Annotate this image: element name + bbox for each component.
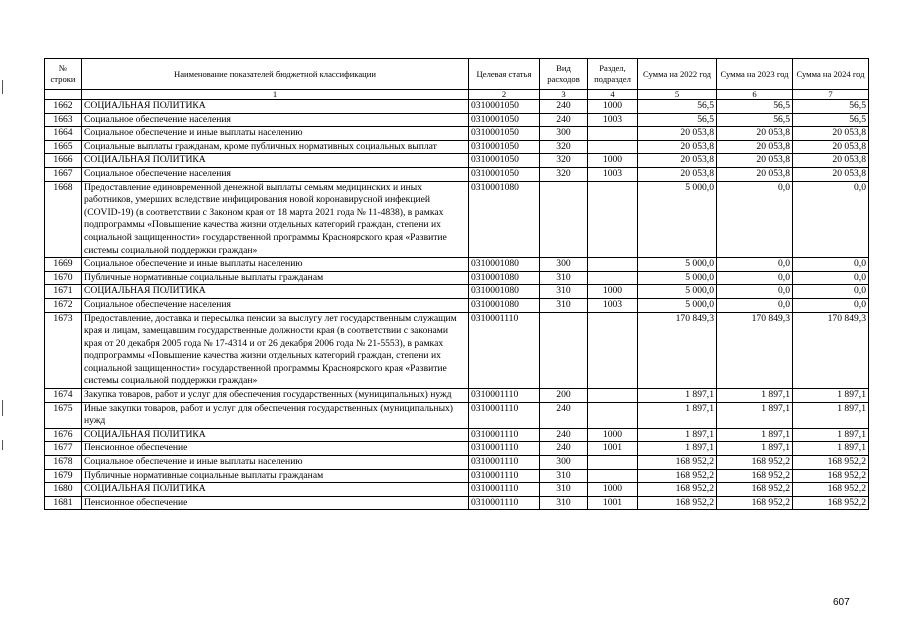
expense-kind-cell [540, 312, 588, 389]
target-article-cell: 0310001050 [469, 127, 540, 141]
sum-2024-cell: 168 952,2 [793, 483, 869, 497]
header-row-number: № строки [45, 59, 82, 90]
table-row [45, 271, 869, 285]
indicator-name-cell: Социальное обеспечение и иные выплаты населению [82, 258, 469, 272]
row-number-cell: 1677 [45, 442, 82, 456]
section-cell: 1003 [588, 167, 638, 181]
section-cell [588, 312, 638, 389]
target-article-cell: 0310001050 [469, 167, 540, 181]
sum-2023-cell: 56,5 [717, 100, 793, 114]
scan-margin-mark [2, 400, 3, 416]
expense-kind-cell: 310 [540, 271, 588, 285]
sum-2024-cell: 56,5 [793, 113, 869, 127]
sum-2024-cell: 168 952,2 [793, 456, 869, 470]
sum-2022-cell: 20 053,8 [638, 127, 717, 141]
sum-2024-cell: 170 849,3 [793, 312, 869, 389]
section-cell [588, 258, 638, 272]
column-number: 4 [588, 90, 638, 100]
section-cell: 1000 [588, 100, 638, 114]
row-number-cell: 1667 [45, 167, 82, 181]
sum-2024-cell: 1 897,1 [793, 402, 869, 428]
sum-2023-cell: 0,0 [717, 271, 793, 285]
sum-2024-cell: 20 053,8 [793, 140, 869, 154]
row-number-cell: 1674 [45, 389, 82, 403]
sum-2022-cell: 168 952,2 [638, 496, 717, 510]
column-number: 1 [82, 90, 469, 100]
target-article-cell: 0310001050 [469, 100, 540, 114]
column-number: 5 [638, 90, 717, 100]
sum-2022-cell: 20 053,8 [638, 154, 717, 168]
row-number-cell: 1662 [45, 100, 82, 114]
sum-2022-cell: 170 849,3 [638, 312, 717, 389]
indicator-name-cell: Иные закупки товаров, работ и услуг для обеспечения государственных (муниципальных) нужд [82, 402, 469, 428]
section-cell [588, 181, 638, 258]
section-cell: 1000 [588, 483, 638, 497]
header-target-article: Целевая статья [469, 59, 540, 90]
sum-2024-cell: 0,0 [793, 258, 869, 272]
row-number-cell: 1680 [45, 483, 82, 497]
table-body [45, 100, 869, 510]
table-row [45, 113, 869, 127]
table-row [45, 312, 869, 389]
section-cell [588, 271, 638, 285]
indicator-name-cell: Социальное обеспечение населения [82, 298, 469, 312]
sum-2024-cell: 168 952,2 [793, 469, 869, 483]
indicator-name-cell: Пенсионное обеспечение [82, 442, 469, 456]
row-number-cell: 1675 [45, 402, 82, 428]
target-article-cell: 0310001110 [469, 496, 540, 510]
sum-2024-cell: 0,0 [793, 285, 869, 299]
sum-2022-cell: 20 053,8 [638, 167, 717, 181]
sum-2024-cell: 0,0 [793, 298, 869, 312]
indicator-name-cell: СОЦИАЛЬНАЯ ПОЛИТИКА [82, 483, 469, 497]
indicator-name-cell: СОЦИАЛЬНАЯ ПОЛИТИКА [82, 100, 469, 114]
sum-2024-cell: 20 053,8 [793, 154, 869, 168]
indicator-name-cell: Предоставление, доставка и пересылка пенсии за выслугу лет государственным служащим края и лицам, замещавшим государственные должности края (в соответствии с законами края от 20 декабря 2005 года № 17-4314 и от 26 декабря 2006 года № 21-5553), в рамках подпрограммы «Повышение качества жизни отдельных категорий граждан, степени их социальной защищенности» государственной программы Красноярского края «Развитие системы социальной поддержки граждан» [82, 312, 469, 389]
sum-2023-cell: 1 897,1 [717, 389, 793, 403]
sum-2024-cell: 0,0 [793, 271, 869, 285]
column-number: 2 [469, 90, 540, 100]
indicator-name-cell: Предоставление единовременной денежной выплаты семьям медицинских и иных работников, умерших вследствие инфицирования новой коронавирусной инфекцией (COVID-19) (в соответствии с Законом края от 18 марта 2021 года № 11-4838), в рамках подпрограммы «Повышение качества жизни отдельных категорий граждан, степени их социальной защищенности» государственной программы Красноярского края «Развитие системы социальной поддержки граждан» [82, 181, 469, 258]
sum-2023-cell: 0,0 [717, 285, 793, 299]
target-article-cell: 0310001080 [469, 298, 540, 312]
header-name: Наименование показателей бюджетной классификации [82, 59, 469, 90]
budget-table [44, 58, 869, 510]
sum-2024-cell: 1 897,1 [793, 389, 869, 403]
table-row [45, 442, 869, 456]
column-number: 7 [793, 90, 869, 100]
sum-2023-cell: 170 849,3 [717, 312, 793, 389]
sum-2022-cell: 5 000,0 [638, 298, 717, 312]
expense-kind-cell: 310 [540, 496, 588, 510]
target-article-cell: 0310001080 [469, 258, 540, 272]
sum-2024-cell: 1 897,1 [793, 428, 869, 442]
table-row [45, 469, 869, 483]
target-article-cell: 0310001110 [469, 442, 540, 456]
sum-2022-cell: 168 952,2 [638, 483, 717, 497]
sum-2024-cell: 56,5 [793, 100, 869, 114]
section-cell [588, 127, 638, 141]
expense-kind-cell: 310 [540, 483, 588, 497]
sum-2023-cell: 0,0 [717, 181, 793, 258]
indicator-name-cell: Социальные выплаты гражданам, кроме публичных нормативных социальных выплат [82, 140, 469, 154]
table-row [45, 154, 869, 168]
expense-kind-cell: 310 [540, 298, 588, 312]
indicator-name-cell: СОЦИАЛЬНАЯ ПОЛИТИКА [82, 428, 469, 442]
target-article-cell: 0310001110 [469, 389, 540, 403]
table-header-row [45, 59, 869, 90]
row-number-cell: 1664 [45, 127, 82, 141]
indicator-name-cell: Публичные нормативные социальные выплаты гражданам [82, 271, 469, 285]
section-cell: 1000 [588, 428, 638, 442]
row-number-cell: 1681 [45, 496, 82, 510]
indicator-name-cell: Закупка товаров, работ и услуг для обеспечения государственных (муниципальных) нужд [82, 389, 469, 403]
header-expense-kind: Вид расходов [540, 59, 588, 90]
expense-kind-cell: 300 [540, 258, 588, 272]
header-sum-2022: Сумма на 2022 год [638, 59, 717, 90]
table-row [45, 181, 869, 258]
sum-2023-cell: 20 053,8 [717, 127, 793, 141]
expense-kind-cell: 200 [540, 389, 588, 403]
section-cell: 1001 [588, 496, 638, 510]
column-number: 6 [717, 90, 793, 100]
indicator-name-cell: Пенсионное обеспечение [82, 496, 469, 510]
table-row [45, 140, 869, 154]
column-number [45, 90, 82, 100]
expense-kind-cell [540, 181, 588, 258]
target-article-cell: 0310001110 [469, 402, 540, 428]
sum-2023-cell: 1 897,1 [717, 428, 793, 442]
column-number-row [45, 90, 869, 100]
target-article-cell: 0310001050 [469, 154, 540, 168]
sum-2022-cell: 56,5 [638, 100, 717, 114]
sum-2024-cell: 1 897,1 [793, 442, 869, 456]
sum-2023-cell: 20 053,8 [717, 167, 793, 181]
sum-2023-cell: 0,0 [717, 298, 793, 312]
target-article-cell: 0310001050 [469, 140, 540, 154]
expense-kind-cell: 300 [540, 127, 588, 141]
page-number: 607 [833, 597, 850, 608]
table-row [45, 402, 869, 428]
sum-2023-cell: 168 952,2 [717, 469, 793, 483]
row-number-cell: 1668 [45, 181, 82, 258]
target-article-cell: 0310001050 [469, 113, 540, 127]
sum-2022-cell: 5 000,0 [638, 258, 717, 272]
expense-kind-cell: 310 [540, 285, 588, 299]
sum-2023-cell: 168 952,2 [717, 483, 793, 497]
sum-2022-cell: 5 000,0 [638, 181, 717, 258]
table-row [45, 258, 869, 272]
section-cell [588, 402, 638, 428]
target-article-cell: 0310001110 [469, 312, 540, 389]
sum-2023-cell: 1 897,1 [717, 402, 793, 428]
expense-kind-cell: 240 [540, 442, 588, 456]
expense-kind-cell: 300 [540, 456, 588, 470]
row-number-cell: 1669 [45, 258, 82, 272]
expense-kind-cell: 320 [540, 167, 588, 181]
sum-2022-cell: 1 897,1 [638, 428, 717, 442]
sum-2023-cell: 0,0 [717, 258, 793, 272]
sum-2024-cell: 20 053,8 [793, 167, 869, 181]
table-row [45, 456, 869, 470]
row-number-cell: 1671 [45, 285, 82, 299]
row-number-cell: 1663 [45, 113, 82, 127]
sum-2022-cell: 5 000,0 [638, 285, 717, 299]
sum-2024-cell: 20 053,8 [793, 127, 869, 141]
scan-margin-mark [2, 80, 3, 94]
section-cell [588, 456, 638, 470]
column-number: 3 [540, 90, 588, 100]
table-row [45, 428, 869, 442]
row-number-cell: 1670 [45, 271, 82, 285]
header-section: Раздел, подраздел [588, 59, 638, 90]
section-cell: 1000 [588, 154, 638, 168]
sum-2023-cell: 20 053,8 [717, 154, 793, 168]
sum-2022-cell: 168 952,2 [638, 469, 717, 483]
row-number-cell: 1666 [45, 154, 82, 168]
section-cell [588, 140, 638, 154]
sum-2024-cell: 0,0 [793, 181, 869, 258]
sum-2023-cell: 168 952,2 [717, 496, 793, 510]
header-sum-2024: Сумма на 2024 год [793, 59, 869, 90]
target-article-cell: 0310001110 [469, 469, 540, 483]
expense-kind-cell: 240 [540, 100, 588, 114]
section-cell: 1003 [588, 113, 638, 127]
table-row [45, 167, 869, 181]
row-number-cell: 1665 [45, 140, 82, 154]
table-row [45, 298, 869, 312]
indicator-name-cell: СОЦИАЛЬНАЯ ПОЛИТИКА [82, 285, 469, 299]
section-cell: 1001 [588, 442, 638, 456]
target-article-cell: 0310001080 [469, 181, 540, 258]
indicator-name-cell: Социальное обеспечение и иные выплаты населению [82, 127, 469, 141]
sum-2022-cell: 1 897,1 [638, 389, 717, 403]
expense-kind-cell: 240 [540, 402, 588, 428]
target-article-cell: 0310001110 [469, 483, 540, 497]
sum-2023-cell: 1 897,1 [717, 442, 793, 456]
indicator-name-cell: Социальное обеспечение населения [82, 167, 469, 181]
table-row [45, 496, 869, 510]
sum-2023-cell: 168 952,2 [717, 456, 793, 470]
row-number-cell: 1673 [45, 312, 82, 389]
section-cell: 1000 [588, 285, 638, 299]
indicator-name-cell: Публичные нормативные социальные выплаты гражданам [82, 469, 469, 483]
row-number-cell: 1672 [45, 298, 82, 312]
target-article-cell: 0310001110 [469, 456, 540, 470]
row-number-cell: 1676 [45, 428, 82, 442]
sum-2022-cell: 1 897,1 [638, 442, 717, 456]
table-row [45, 100, 869, 114]
table-row [45, 483, 869, 497]
sum-2022-cell: 20 053,8 [638, 140, 717, 154]
sum-2023-cell: 20 053,8 [717, 140, 793, 154]
indicator-name-cell: Социальное обеспечение и иные выплаты населению [82, 456, 469, 470]
sum-2022-cell: 5 000,0 [638, 271, 717, 285]
target-article-cell: 0310001110 [469, 428, 540, 442]
expense-kind-cell: 320 [540, 140, 588, 154]
table-row [45, 127, 869, 141]
header-sum-2023: Сумма на 2023 год [717, 59, 793, 90]
expense-kind-cell: 240 [540, 428, 588, 442]
indicator-name-cell: Социальное обеспечение населения [82, 113, 469, 127]
section-cell: 1003 [588, 298, 638, 312]
section-cell [588, 389, 638, 403]
sum-2022-cell: 168 952,2 [638, 456, 717, 470]
sum-2022-cell: 1 897,1 [638, 402, 717, 428]
target-article-cell: 0310001080 [469, 271, 540, 285]
table-row [45, 285, 869, 299]
section-cell [588, 469, 638, 483]
row-number-cell: 1679 [45, 469, 82, 483]
expense-kind-cell: 240 [540, 113, 588, 127]
scan-margin-mark [2, 440, 3, 450]
sum-2023-cell: 56,5 [717, 113, 793, 127]
expense-kind-cell: 310 [540, 469, 588, 483]
indicator-name-cell: СОЦИАЛЬНАЯ ПОЛИТИКА [82, 154, 469, 168]
table-row [45, 389, 869, 403]
target-article-cell: 0310001080 [469, 285, 540, 299]
expense-kind-cell: 320 [540, 154, 588, 168]
sum-2022-cell: 56,5 [638, 113, 717, 127]
sum-2024-cell: 168 952,2 [793, 496, 869, 510]
row-number-cell: 1678 [45, 456, 82, 470]
